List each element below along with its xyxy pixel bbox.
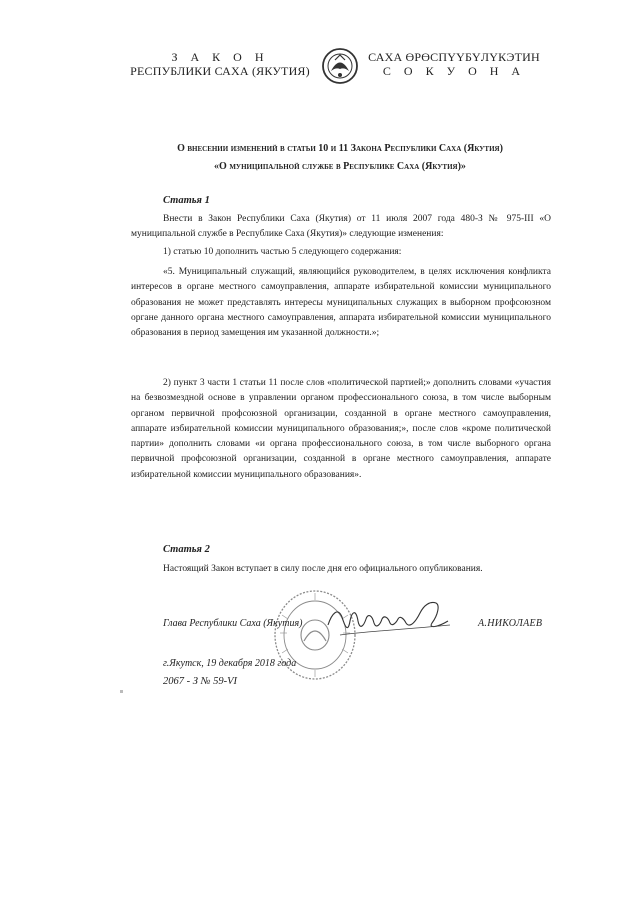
title-line1: О внесении изменений в статьи 10 и 11 Закона Республики Саха (Якутия) [177, 143, 503, 154]
article2-heading: Статья 2 [163, 544, 210, 555]
document-title [120, 140, 560, 176]
scan-mark [120, 690, 123, 693]
signature-label: Глава Республики Саха (Якутия) [163, 618, 303, 629]
header-right-line1: САХА ӨРӨСПYYБYЛYКЭТИН [368, 50, 540, 64]
handwritten-signature [320, 595, 470, 645]
header-left-line2: РЕСПУБЛИКИ САХА (ЯКУТИЯ) [130, 64, 310, 78]
header-left [110, 50, 330, 78]
article1-heading: Статья 1 [163, 195, 210, 206]
place-and-date: г.Якутск, 19 декабря 2018 года [163, 658, 297, 669]
article2-text: Настоящий Закон вступает в силу после дня его официального опубликования. [163, 564, 483, 574]
header-left-line1: З А К О Н [171, 50, 269, 64]
header-right-line2: С О К У О Н А [382, 64, 526, 78]
law-number: 2067 - З № 59-VI [163, 676, 238, 687]
title-line2: «О муниципальной службе в Республике Саха (Якутия)» [214, 161, 466, 172]
article1-item1: 1) статью 10 дополнить частью 5 следующего содержания: [163, 247, 402, 257]
signer-name: А.НИКОЛАЕВ [478, 618, 543, 629]
article1-item2: 2) пункт 3 части 1 статьи 11 после слов «политической партией;» дополнить словами «участия на безвозмездной основе в управлении органом профессионального союза, в том числе выборным органом первичной профсоюзной организации, созданной в органе местного самоуправления, аппарате избирательной комиссии муниципального образования;», после слов «кроме политической партии» дополнить словами «и органа профессионального союза, в том числе выборного органа первичной профсоюзной организации, созданной в органе местного самоуправления, аппарате избирательной комиссии муниципального образования». [131, 378, 551, 480]
header-right [354, 50, 554, 78]
article1-item1-text: «5. Муниципальный служащий, являющийся руководителем, в целях исключения конфликта интересов в органе местного самоуправления, аппарате избирательной комиссии муниципального образования не может представлять интересы муниципальных служащих в выборном профсоюзном органе данного органа местного самоуправления, аппарата избирательной комиссии муниципального образования в период замещения им указанной должности.»; [131, 267, 551, 339]
article1-intro: Внести в Закон Республики Саха (Якутия) от 11 июля 2007 года 480-З № 975-III «О муниципальной службе в Республике Саха (Якутия)» следующие изменения: [131, 214, 551, 240]
